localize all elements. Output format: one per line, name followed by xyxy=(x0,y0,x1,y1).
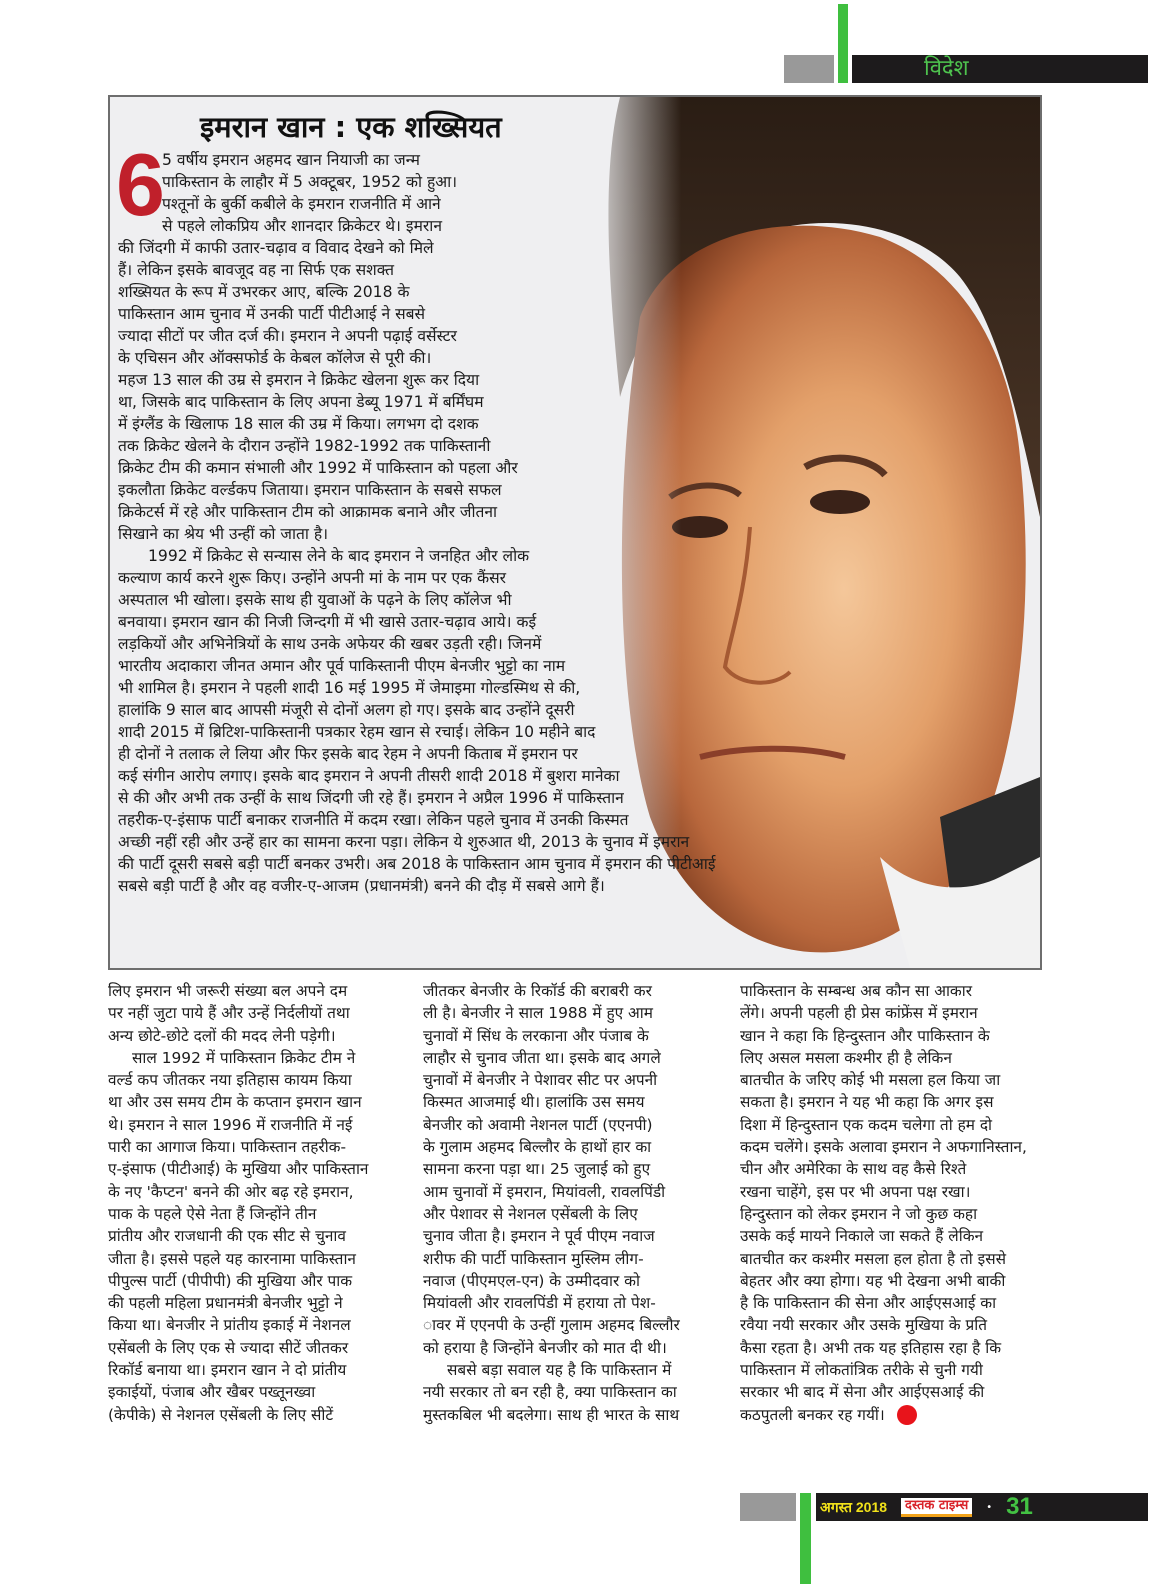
text-line: 5 वर्षीय इमरान अहमद खान नियाजी का जन्म xyxy=(162,151,420,169)
text-line: को हराया है जिन्होंने बेनजीर को मात दी थी। xyxy=(423,1338,667,1357)
text-line: के एचिसन और ऑक्सफोर्ड के केबल कॉलेज से पूरी की। xyxy=(118,349,432,367)
page-number: 31 xyxy=(1006,1493,1033,1520)
article-column-3 xyxy=(740,980,1035,1426)
text-line: सिखाने का श्रेय भी उन्हीं को जाता है। xyxy=(118,525,329,543)
article-column-1 xyxy=(108,980,403,1426)
feature-title: इमरान खान : एक शख्सियत xyxy=(200,110,502,144)
text-line: पाकिस्तान आम चुनाव में उनकी पार्टी पीटीआई ने सबसे xyxy=(118,305,426,323)
feature-box xyxy=(108,95,1042,970)
footer-green-bar xyxy=(800,1493,811,1584)
text-line: पीपुल्स पार्टी (पीपीपी) की मुखिया और पाक xyxy=(108,1271,353,1290)
text-line: नयी सरकार तो बन रही है, क्या पाकिस्तान का xyxy=(423,1383,677,1402)
text-line: सबसे बड़ी पार्टी है और वह वजीर-ए-आजम (प्रधानमंत्री) बनने की दौड़ में सबसे आगे हैं। xyxy=(118,877,605,895)
text-line: पर नहीं जुटा पाये हैं और उन्हें निर्दलीयों तथा xyxy=(108,1004,350,1023)
text-line: खान ने कहा कि हिन्दुस्तान और पाकिस्तान के xyxy=(740,1026,990,1045)
text-line: चुनावों में सिंध के लरकाना और पंजाब के xyxy=(423,1026,649,1045)
text-line: की पहली महिला प्रधानमंत्री बेनजीर भुट्टो ने xyxy=(108,1294,343,1313)
text-line: लाहौर से चुनाव जीता था। इसके बाद अगले xyxy=(423,1048,661,1067)
text-line: क्रिकेटर्स में रहे और पाकिस्तान टीम को आक्रामक बनाने और जीतना xyxy=(118,503,498,521)
end-mark-dot-icon xyxy=(897,1405,917,1425)
text-line: बातचीत कर कश्मीर मसला हल होता है तो इससे xyxy=(740,1249,1007,1268)
text-line: से पहले लोकप्रिय और शानदार क्रिकेटर थे। इमरान xyxy=(162,217,442,235)
text-line: हिन्दुस्तान को लेकर इमरान ने जो कुछ कहा xyxy=(740,1204,978,1223)
text-line: ली है। बेनजीर ने साल 1988 में हुए आम xyxy=(423,1004,653,1023)
text-line: भारतीय अदाकारा जीनत अमान और पूर्व पाकिस्तानी पीएम बेनजीर भुट्टो का नाम xyxy=(118,657,566,675)
text-line: आम चुनावों में इमरान, मियांवली, रावलपिंडी xyxy=(423,1182,666,1201)
text-line: रिकॉर्ड बनाया था। इमरान खान ने दो प्रांतीय xyxy=(108,1361,347,1380)
issue-date: अगस्त 2018 xyxy=(820,1498,888,1515)
text-line: के नए 'कैप्टन' बनने की ओर बढ़ रहे इमरान, xyxy=(108,1182,354,1201)
text-line: शादी 2015 में ब्रिटिश-पाकिस्तानी पत्रकार रेहम खान से रचाई। लेकिन 10 महीने बाद xyxy=(118,723,596,741)
text-line: के गुलाम अहमद बिल्लौर के हाथों हार का xyxy=(423,1138,652,1157)
text-line: में इंग्लैंड के खिलाफ 18 साल की उम्र में किया। लगभग दो दशक xyxy=(118,415,479,433)
text-line: रखना चाहेंगे, इस पर भी अपना पक्ष रखा। xyxy=(740,1182,971,1201)
text-line: किया था। बेनजीर ने प्रांतीय इकाई में नेशनल xyxy=(108,1316,351,1335)
text-line: अन्य छोटे-छोटे दलों की मदद लेनी पड़ेगी। xyxy=(108,1026,336,1045)
text-line: अच्छी नहीं रही और उन्हें हार का सामना करना पड़ा। लेकिन ये शुरुआत थी, 2013 के चुनाव में इमरान xyxy=(118,833,690,851)
text-line: महज 13 साल की उम्र से इमरान ने क्रिकेट खेलना शुरू कर दिया xyxy=(118,371,480,389)
text-line: इकाईयों, पंजाब और खैबर पख्तूनख्वा xyxy=(108,1383,316,1402)
text-line: कल्याण कार्य करने शुरू किए। उन्होंने अपनी मां के नाम पर एक कैंसर xyxy=(118,569,507,587)
header-gray-block xyxy=(784,55,834,83)
text-line: और पेशावर से नेशनल एसेंबली के लिए xyxy=(423,1204,638,1223)
text-line: कई संगीन आरोप लगाए। इसके बाद इमरान ने अपनी तीसरी शादी 2018 में बुशरा मानेका xyxy=(118,767,620,785)
last-line xyxy=(740,1404,1035,1426)
header-green-bar xyxy=(838,4,848,83)
text-line: शख्सियत के रूप में उभरकर आए, बल्कि 2018 के xyxy=(118,283,410,301)
text-line: चुनाव जीता है। इमरान ने पूर्व पीएम नवाज xyxy=(423,1227,655,1246)
text-line: की पार्टी दूसरी सबसे बड़ी पार्टी बनकर उभरी। अब 2018 के पाकिस्तान आम चुनाव में इमरान की पीटीआई xyxy=(118,855,716,873)
text-line: एसेंबली के लिए एक से ज्यादा सीटें जीतकर xyxy=(108,1338,349,1357)
text-line: ावर में एएनपी के उन्हीं गुलाम अहमद बिल्लौर xyxy=(423,1316,680,1335)
text-line: बेनजीर को अवामी नेशनल पार्टी (एएनपी) xyxy=(423,1115,653,1134)
text-line: सकता है। इमरान ने यह भी कहा कि अगर इस xyxy=(740,1093,994,1112)
text-line: रवैया नयी सरकार और उसके मुखिया के प्रति xyxy=(740,1316,987,1335)
text-line: पश्तूनों के बुर्की कबीले के इमरान राजनीति में आने xyxy=(162,195,441,213)
text-line: पाकिस्तान के सम्बन्ध अब कौन सा आकार xyxy=(740,982,973,1000)
text-line: पारी का आगाज किया। पाकिस्तान तहरीक- xyxy=(108,1138,347,1157)
text-line: सामना करना पड़ा था। 25 जुलाई को हुए xyxy=(423,1160,651,1179)
text-line: कठपुतली बनकर रह गयीं। xyxy=(740,1405,885,1424)
bullet-icon: • xyxy=(986,1501,993,1513)
text-line: क्रिकेट टीम की कमान संभाली और 1992 में पाकिस्तान को पहला और xyxy=(118,459,518,477)
text-line: पाकिस्तान के लाहौर में 5 अक्टूबर, 1952 को हुआ। xyxy=(162,173,458,191)
text-line: था, जिसके बाद पाकिस्तान के लिए अपना डेब्यू 1971 में बर्मिंघम xyxy=(118,393,484,411)
text-line: शरीफ की पार्टी पाकिस्तान मुस्लिम लीग- xyxy=(423,1249,644,1268)
text-line: बातचीत के जरिए कोई भी मसला हल किया जा xyxy=(740,1071,1001,1090)
text-line: साल 1992 में पाकिस्तान क्रिकेट टीम ने xyxy=(132,1048,356,1067)
text-line: था और उस समय टीम के कप्तान इमरान खान xyxy=(108,1093,362,1112)
text-line: (केपीके) से नेशनल एसेंबली के लिए सीटें xyxy=(108,1405,334,1424)
text-line: ही दोनों ने तलाक ले लिया और फिर इसके बाद रेहम ने अपनी किताब में इमरान पर xyxy=(118,745,578,763)
text-line: चीन और अमेरिका के साथ वह कैसे रिश्ते xyxy=(740,1160,967,1179)
text-line: तक क्रिकेट खेलने के दौरान उन्होंने 1982-1992 तक पाकिस्तानी xyxy=(118,437,491,455)
text-line: बनवाया। इमरान खान की निजी जिन्दगी में भी खासे उतार-चढ़ाव आये। कई xyxy=(118,613,537,631)
text-line: उसके कई मायने निकाले जा सकते हैं लेकिन xyxy=(740,1227,984,1246)
dropcap: 6 xyxy=(116,135,165,234)
text-line: थे। इमरान ने साल 1996 में राजनीति में नई xyxy=(108,1115,353,1134)
feature-text-body xyxy=(118,237,715,897)
text-line: दिशा में हिन्दुस्तान एक कदम चलेगा तो हम दो xyxy=(740,1115,993,1134)
text-line: बेहतर और क्या होगा। यह भी देखना अभी बाकी xyxy=(740,1271,1006,1290)
text-line: लिए इमरान भी जरूरी संख्या बल अपने दम xyxy=(108,982,348,1000)
text-line: पाकिस्तान में लोकतांत्रिक तरीके से चुनी गयी xyxy=(740,1361,983,1380)
article-column-2 xyxy=(423,980,718,1426)
text-line: मुस्तकबिल भी बदलेगा। साथ ही भारत के साथ xyxy=(423,1405,680,1424)
text-line: हालांकि 9 साल बाद आपसी मंजूरी से दोनों अलग हो गए। इसके बाद उन्होंने दूसरी xyxy=(118,701,575,719)
text-line: मियांवली और रावलपिंडी में हराया तो पेश- xyxy=(423,1294,656,1313)
text-line: की जिंदगी में काफी उतार-चढ़ाव व विवाद देखने को मिले xyxy=(118,239,434,257)
text-line: से की और अभी तक उन्हीं के साथ जिंदगी जी रहे हैं। इमरान ने अप्रैल 1996 में पाकिस्तान xyxy=(118,789,624,807)
text-line: नवाज (पीएमएल-एन) के उम्मीदवार को xyxy=(423,1271,640,1290)
section-header xyxy=(852,55,1148,83)
text-line: वर्ल्ड कप जीतकर नया इतिहास कायम किया xyxy=(108,1071,352,1090)
text-line: जीतकर बेनजीर के रिकॉर्ड की बराबरी कर xyxy=(423,982,652,1000)
page-footer xyxy=(816,1493,1148,1521)
feature-text-intro xyxy=(162,149,457,237)
text-line: लेंगे। अपनी पहली ही प्रेस कांफ्रेंस में इमरान xyxy=(740,1004,978,1023)
text-line: चुनावों में बेनजीर ने पेशावर सीट पर अपनी xyxy=(423,1071,658,1090)
text-line: है कि पाकिस्तान की सेना और आईएसआई का xyxy=(740,1294,997,1313)
text-line: ए-इंसाफ (पीटीआई) के मुखिया और पाकिस्तान xyxy=(108,1160,369,1179)
text-line: प्रांतीय और राजधानी की एक सीट से चुनाव xyxy=(108,1227,346,1246)
footer-gray-block xyxy=(740,1493,796,1521)
text-line: 1992 में क्रिकेट से सन्यास लेने के बाद इमरान ने जनहित और लोक xyxy=(148,547,530,565)
text-line: अस्पताल भी खोला। इसके साथ ही युवाओं के पढ़ने के लिए कॉलेज भी xyxy=(118,591,512,609)
magazine-logo: दस्तक टाइम्स xyxy=(901,1498,972,1517)
text-line: कैसा रहता है। अभी तक यह इतिहास रहा है कि xyxy=(740,1338,1002,1357)
text-line: लिए असल मसला कश्मीर ही है लेकिन xyxy=(740,1048,952,1067)
text-line: भी शामिल है। इमरान ने पहली शादी 16 मई 1995 में जेमाइमा गोल्डस्मिथ से की, xyxy=(118,679,581,697)
text-line: इकलौता क्रिकेट वर्ल्डकप जिताया। इमरान पाकिस्तान के सबसे सफल xyxy=(118,481,502,499)
section-label: विदेश xyxy=(924,56,969,81)
text-line: ज्यादा सीटों पर जीत दर्ज की। इमरान ने अपनी पढ़ाई वर्सेस्टर xyxy=(118,327,457,345)
text-line: किस्मत आजमाई थी। हालांकि उस समय xyxy=(423,1093,645,1112)
text-line: सरकार भी बाद में सेना और आईएसआई की xyxy=(740,1383,985,1402)
text-line: कदम चलेंगे। इसके अलावा इमरान ने अफगानिस्तान, xyxy=(740,1138,1027,1157)
text-line: तहरीक-ए-इंसाफ पार्टी बनाकर राजनीति में कदम रखा। लेकिन पहले चुनाव में उनकी किस्मत xyxy=(118,811,629,829)
text-line: लड़कियों और अभिनेत्रियों के साथ उनके अफेयर की खबर उड़ती रही। जिनमें xyxy=(118,635,542,653)
text-line: हैं। लेकिन इसके बावजूद वह ना सिर्फ एक सशक्त xyxy=(118,261,394,279)
text-line: जीता है। इससे पहले यह कारनामा पाकिस्तान xyxy=(108,1249,356,1268)
text-line: पाक के पहले ऐसे नेता हैं जिन्होंने तीन xyxy=(108,1204,317,1223)
text-line: सबसे बड़ा सवाल यह है कि पाकिस्तान में xyxy=(447,1361,672,1380)
